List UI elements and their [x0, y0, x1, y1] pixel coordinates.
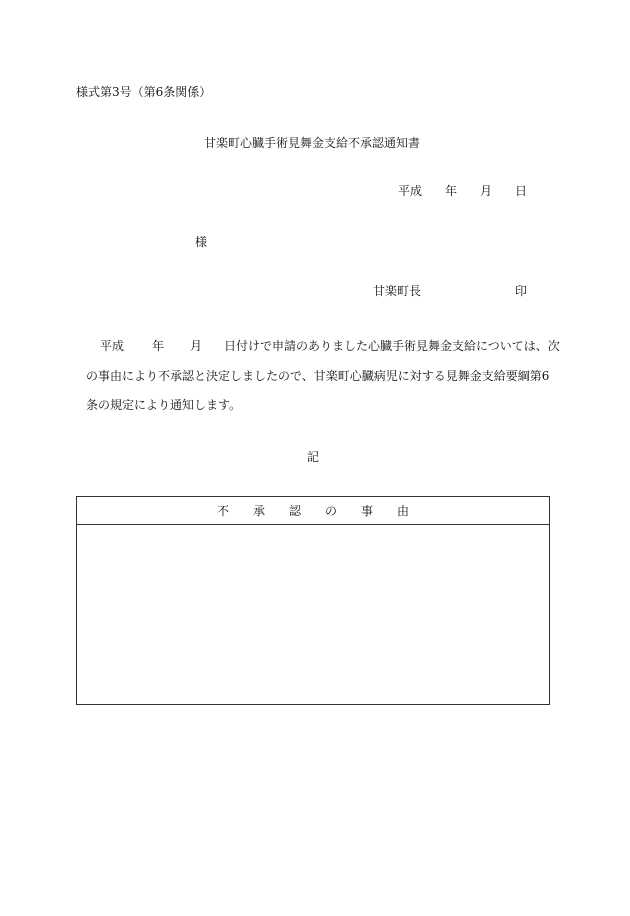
body-year: 年 — [152, 339, 165, 353]
reason-table — [76, 496, 550, 705]
date-month: 月 — [480, 184, 493, 198]
body-era: 平成 — [100, 339, 125, 353]
date-year: 年 — [445, 184, 458, 198]
reason-header-char: 承 — [252, 504, 265, 518]
reason-table-header — [77, 497, 549, 525]
reason-header-char: 認 — [288, 504, 301, 518]
body-text-1: 日付けで申請のありました心臓手術見舞金支給については、次 — [224, 339, 560, 353]
reason-header-char: の — [324, 504, 337, 518]
body-line-2: の事由により不承認と決定しましたので、甘楽町心臓病児に対する見舞金支給要綱第6 — [86, 369, 550, 383]
document-title: 甘楽町心臓手術見舞金支給不承認通知書 — [204, 136, 421, 150]
body-line-1 — [100, 339, 560, 353]
issuer-name: 甘楽町長 — [373, 284, 422, 298]
date-era: 平成 — [398, 184, 423, 198]
body-line-3: 条の規定により通知します。 — [86, 398, 242, 412]
reason-header-char: 不 — [216, 504, 229, 518]
reason-header-char: 事 — [360, 504, 373, 518]
date-day: 日 — [515, 184, 528, 198]
reason-header-char: 由 — [396, 504, 409, 518]
ki-heading: 記 — [307, 450, 320, 464]
body-month: 月 — [190, 339, 203, 353]
form-number: 様式第3号（第6条関係） — [76, 85, 212, 99]
seal-mark: 印 — [515, 284, 528, 298]
addressee-suffix: 様 — [195, 235, 208, 249]
reason-body[interactable] — [77, 525, 549, 705]
